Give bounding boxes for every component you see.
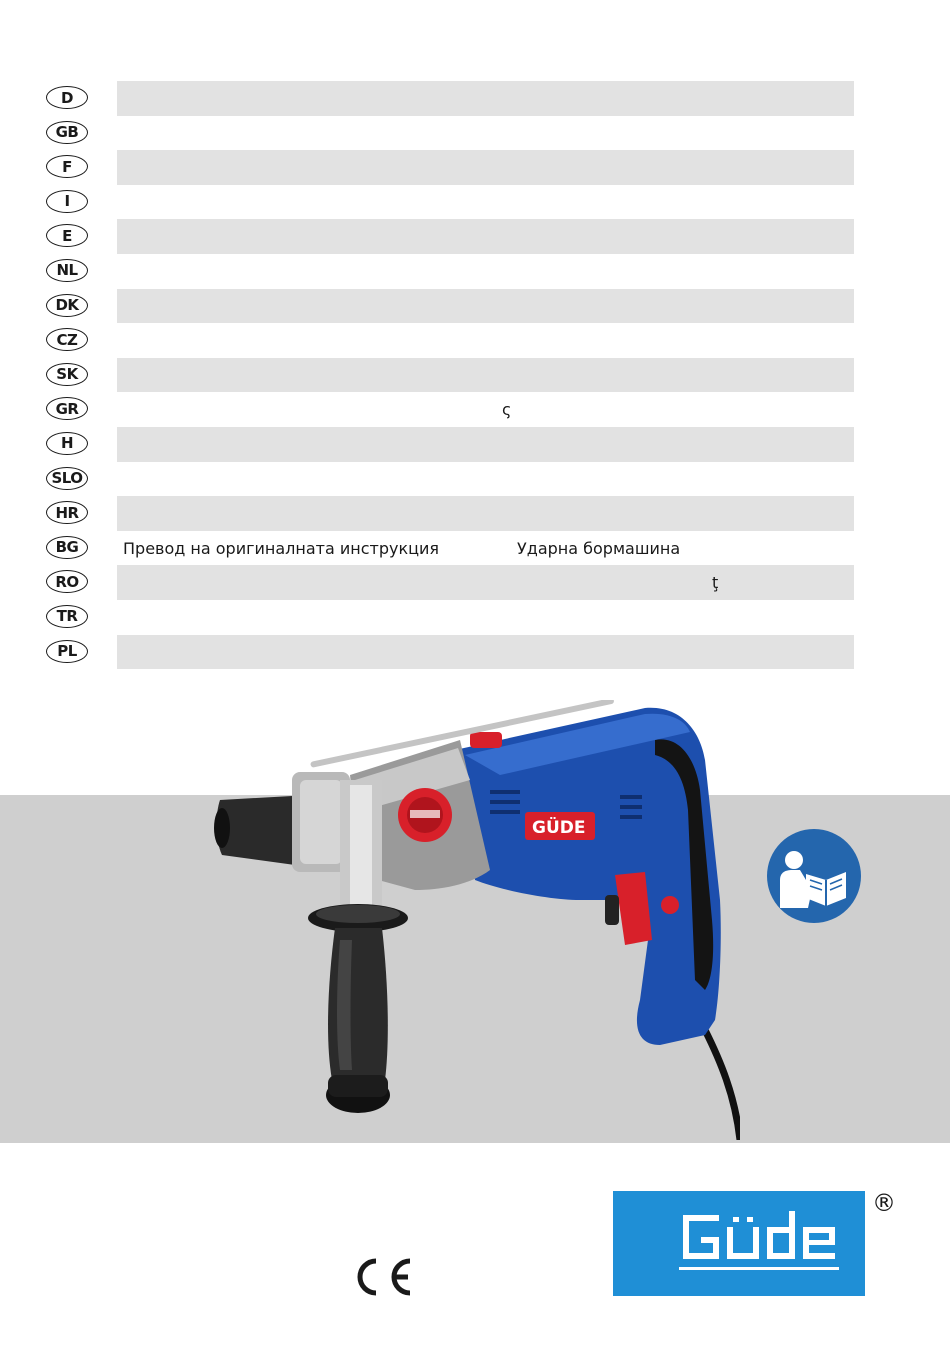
- language-row-dk: [0, 289, 950, 324]
- language-row-d: [0, 81, 950, 116]
- language-row-hr: [0, 496, 950, 531]
- language-row-pl: [0, 635, 950, 670]
- registered-mark: ®: [872, 1189, 896, 1217]
- language-row-bar: [117, 600, 854, 635]
- language-code-badge: TR: [46, 605, 88, 628]
- language-code-badge: I: [46, 190, 88, 213]
- language-row-bar: [117, 565, 854, 600]
- language-row-bar: [117, 496, 854, 531]
- language-row-bar: [117, 462, 854, 497]
- svg-text:GÜDE: GÜDE: [532, 818, 586, 838]
- language-row-bar: [117, 219, 854, 254]
- language-row-e: [0, 219, 950, 254]
- language-row-bar: [117, 185, 854, 220]
- language-row-bar: [117, 323, 854, 358]
- gude-logo: [613, 1191, 865, 1296]
- language-row-bar: [117, 635, 854, 670]
- product-name: Ударна бормашина: [517, 538, 681, 558]
- language-code-badge: CZ: [46, 328, 88, 351]
- language-code-badge: SK: [46, 363, 88, 386]
- read-manual-icon: [766, 828, 862, 924]
- language-row-sk: [0, 358, 950, 393]
- language-row-cz: [0, 323, 950, 358]
- language-code-badge: SLO: [46, 467, 88, 490]
- language-row-gr: [0, 392, 950, 427]
- language-row-gb: [0, 116, 950, 151]
- language-code-badge: BG: [46, 536, 88, 559]
- language-code-badge: GR: [46, 397, 88, 420]
- language-row-bar: [117, 150, 854, 185]
- language-code-badge: PL: [46, 640, 88, 663]
- language-row-tr: [0, 600, 950, 635]
- language-code-badge: DK: [46, 294, 88, 317]
- impact-drill-image: [200, 700, 740, 1140]
- language-row-f: [0, 150, 950, 185]
- language-code-badge: HR: [46, 501, 88, 524]
- language-row-slo: [0, 462, 950, 497]
- language-row-bar: [117, 254, 854, 289]
- stray-glyph: ţ: [712, 573, 719, 593]
- language-row-i: [0, 185, 950, 220]
- language-row-bar: [117, 392, 854, 427]
- language-row-nl: [0, 254, 950, 289]
- translation-title: Превод на оригиналната инструкция: [123, 538, 440, 558]
- language-row-bg: [0, 531, 950, 566]
- language-code-badge: RO: [46, 570, 88, 593]
- language-code-badge: D: [46, 86, 88, 109]
- language-list: [0, 81, 950, 669]
- language-row-bar: [117, 81, 854, 116]
- language-code-badge: F: [46, 155, 88, 178]
- language-row-ro: [0, 565, 950, 600]
- language-row-h: [0, 427, 950, 462]
- language-code-badge: GB: [46, 121, 88, 144]
- language-code-badge: NL: [46, 259, 88, 282]
- language-row-bar: [117, 427, 854, 462]
- language-code-badge: E: [46, 224, 88, 247]
- ce-mark: [350, 1255, 416, 1299]
- stray-glyph: ς: [502, 400, 512, 420]
- language-code-badge: H: [46, 432, 88, 455]
- language-row-bar: [117, 116, 854, 151]
- language-row-bar: [117, 358, 854, 393]
- language-row-bar: [117, 289, 854, 324]
